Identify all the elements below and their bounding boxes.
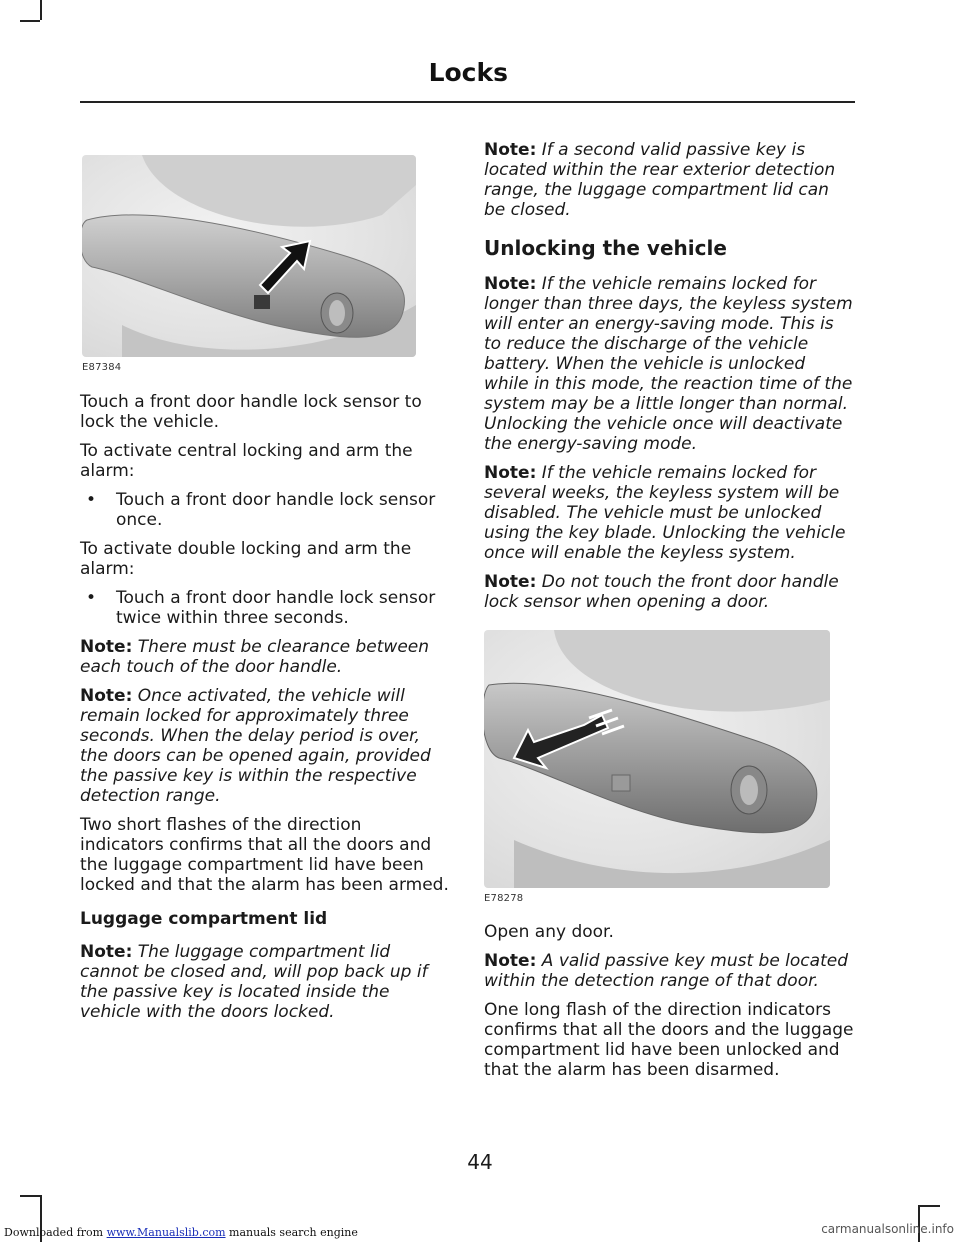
list-item — [80, 588, 450, 628]
door-handle-lock-icon — [82, 155, 416, 357]
download-footer — [4, 1226, 358, 1239]
crop-mark — [20, 20, 40, 22]
note-label: Note: — [484, 274, 537, 294]
figure-code: E87384 — [82, 362, 122, 373]
note-label: Note: — [484, 572, 537, 592]
note-label: Note: — [80, 637, 133, 657]
crop-mark — [20, 1195, 40, 1197]
note-label: Note: — [484, 140, 537, 160]
note — [80, 637, 450, 677]
manualslib-link[interactable]: www.Manualslib.com — [106, 1226, 226, 1239]
note-text: If a second valid passive key is located within the rear exterior detection range, the luggage compartment lid can be closed. — [484, 140, 836, 220]
paragraph: To activate central locking and arm the alarm: — [80, 441, 413, 481]
section-heading: Luggage compartment lid — [80, 909, 328, 929]
note-text: If the vehicle remains locked for several weeks, the keyless system will be disabled. The vehicle must be unlocked using the key blade. Unlocking the vehicle once will enable the keyless system. — [484, 463, 846, 563]
left-column — [80, 135, 450, 1031]
footer-prefix: Downloaded from — [4, 1226, 107, 1239]
paragraph: Open any door. — [484, 922, 614, 942]
footer-suffix: manuals search engine — [225, 1226, 358, 1239]
note-text: Once activated, the vehicle will remain locked for approximately three seconds. When the delay period is over, the doors can be opened again, provided the passive key is within the respective detection range. — [80, 686, 431, 806]
note-text: There must be clearance between each touch of the door handle. — [80, 637, 430, 677]
note — [80, 686, 450, 806]
figure-door-handle-lock — [82, 155, 450, 373]
paragraph: Two short flashes of the direction indicators confirms that all the doors and the luggage compartment lid have been locked and that the alarm has been armed. — [80, 815, 449, 895]
list-item-text: Touch a front door handle lock sensor twice within three seconds. — [116, 588, 436, 628]
right-column — [484, 140, 854, 1089]
section-heading: Unlocking the vehicle — [484, 236, 727, 260]
figure-door-handle-unlock — [484, 630, 854, 904]
note-label: Note: — [484, 951, 537, 971]
paragraph: To activate double locking and arm the alarm: — [80, 539, 412, 579]
page-title: Locks — [428, 58, 508, 87]
paragraph: One long flash of the direction indicators confirms that all the doors and the luggage compartment lid have been unlocked and that the alarm has been disarmed. — [484, 1000, 854, 1080]
note — [484, 572, 854, 612]
list-item-text: Touch a front door handle lock sensor once. — [116, 490, 436, 530]
door-handle-lock-sensor-illustration — [82, 155, 416, 357]
note — [484, 951, 854, 991]
watermark: carmanualsonline.info — [821, 1222, 954, 1236]
note-label: Note: — [484, 463, 537, 483]
crop-mark — [40, 0, 42, 20]
bullet-icon: • — [86, 588, 97, 608]
note-label: Note: — [80, 942, 133, 962]
list-item — [80, 490, 450, 530]
note-text: Do not touch the front door handle lock sensor when opening a door. — [484, 572, 839, 612]
crop-mark — [918, 1205, 940, 1207]
note-text: The luggage compartment lid cannot be closed and, will pop back up if the passive key is located inside the vehicle with the doors locked. — [80, 942, 428, 1022]
door-handle-unlock-illustration — [484, 630, 830, 888]
figure-code: E78278 — [484, 893, 524, 904]
note — [484, 140, 854, 220]
page-number: 44 — [467, 1150, 493, 1174]
note-text: If the vehicle remains locked for longer than three days, the keyless system will enter an energy-saving mode. This is to reduce the discharge of the vehicle battery. When the vehicle is unlocked while in this mode, the reaction time of the system may be a little longer than normal. Unlocking the vehicle once will deactivate the energy-saving mode. — [484, 274, 853, 454]
bullet-icon: • — [86, 490, 97, 510]
header-divider — [80, 101, 855, 103]
door-handle-unlock-icon — [484, 630, 830, 888]
note — [484, 274, 854, 454]
note-text: A valid passive key must be located within the detection range of that door. — [484, 951, 848, 991]
note-label: Note: — [80, 686, 133, 706]
note — [80, 942, 450, 1022]
paragraph: Touch a front door handle lock sensor to lock the vehicle. — [80, 392, 422, 432]
note — [484, 463, 854, 563]
